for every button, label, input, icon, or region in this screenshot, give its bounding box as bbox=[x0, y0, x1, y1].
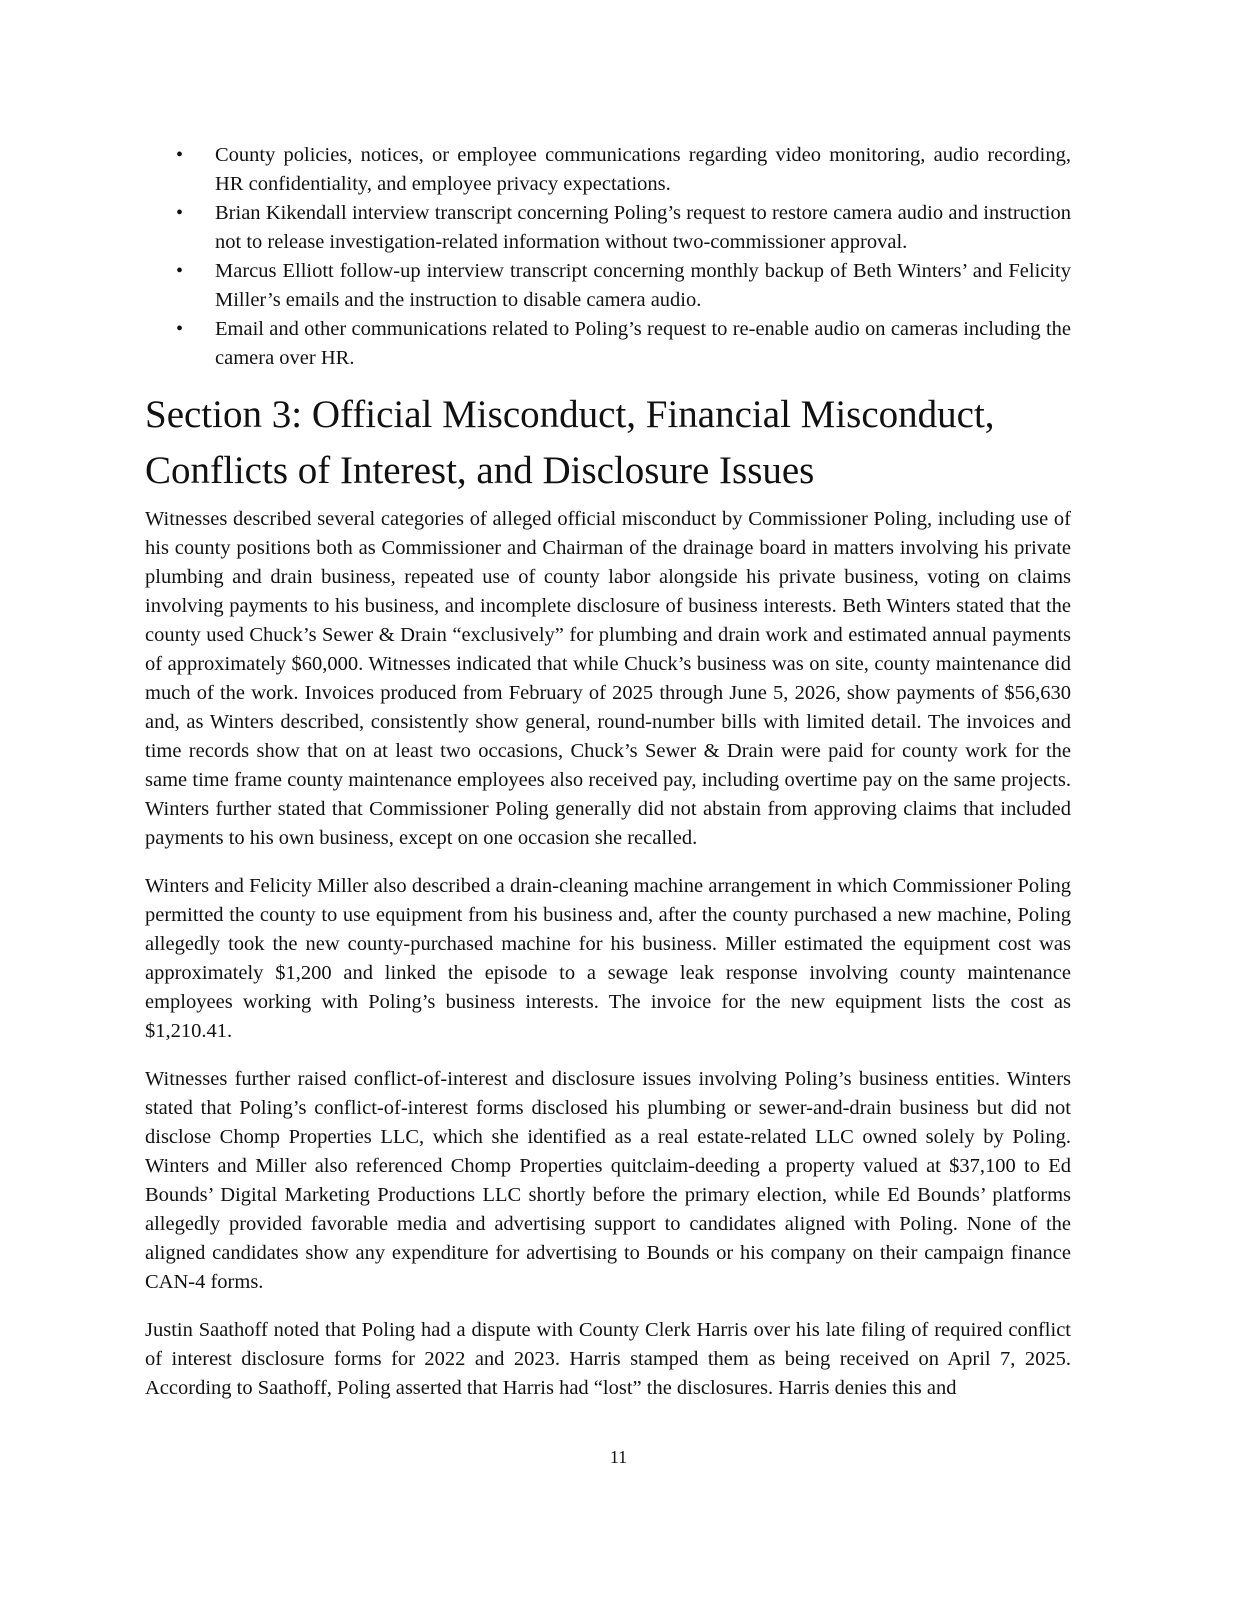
bullet-dot-icon: • bbox=[176, 144, 184, 166]
bullet-item bbox=[145, 257, 1071, 315]
body-paragraph: Justin Saathoff noted that Poling had a dispute with County Clerk Harris over his late filing of required conflict of interest disclosure forms for 2022 and 2023. Harris stamped them as being received on April 7, 2025. According to Saathoff, Poling asserted that Harris had “lost” the disclosures. Harris denies this and bbox=[145, 1319, 1071, 1399]
bullet-dot-icon: • bbox=[176, 318, 184, 340]
bullet-text: Marcus Elliott follow-up interview transcript concerning monthly backup of Beth Winters’ and Felicity Miller’s emails and the instruction to disable camera audio. bbox=[215, 260, 1071, 311]
evidence-bullet-list bbox=[145, 141, 1071, 373]
bullet-text: Brian Kikendall interview transcript concerning Poling’s request to restore camera audio and instruction not to release investigation-related information without two-commissioner approval. bbox=[215, 202, 1071, 253]
body-paragraph: Witnesses described several categories of alleged official misconduct by Commissioner Poling, including use of his county positions both as Commissioner and Chairman of the drainage board in matters involving his private plumbing and drain business, repeated use of county labor alongside his private business, voting on claims involving payments to his business, and incomplete disclosure of business interests. Beth Winters stated that the county used Chuck’s Sewer & Drain “exclusively” for plumbing and drain work and estimated annual payments of approximately $60,000. Witnesses indicated that while Chuck’s business was on site, county maintenance did much of the work. Invoices produced from February of 2025 through June 5, 2026, show payments of $56,630 and, as Winters described, consistently show general, round-number bills with limited detail. The invoices and time records show that on at least two occasions, Chuck’s Sewer & Drain were paid for county work for the same time frame county maintenance employees also received pay, including overtime pay on the same projects. Winters further stated that Commissioner Poling generally did not abstain from approving claims that included payments to his own business, except on one occasion she recalled. bbox=[145, 508, 1071, 849]
page-content bbox=[145, 141, 1071, 1422]
body-paragraph: Winters and Felicity Miller also described a drain-cleaning machine arrangement in which Commissioner Poling permitted the county to use equipment from his business and, after the county purchased a new machine, Poling allegedly took the new county-purchased machine for his business. Miller estimated the equipment cost was approximately $1,200 and linked the episode to a sewage leak response involving county maintenance employees working with Poling’s business interests. The invoice for the new equipment lists the cost as $1,210.41. bbox=[145, 875, 1071, 1042]
page-number: 11 bbox=[609, 1447, 628, 1467]
section-heading: Section 3: Official Misconduct, Financial Misconduct, Conflicts of Interest, and Disclosure Issues bbox=[145, 393, 995, 492]
body-paragraph: Witnesses further raised conflict-of-interest and disclosure issues involving Poling’s business entities. Winters stated that Poling’s conflict-of-interest forms disclosed his plumbing or sewer-and-drain business but did not disclose Chomp Properties LLC, which she identified as a real estate-related LLC owned solely by Poling. Winters and Miller also referenced Chomp Properties quitclaim-deeding a property valued at $37,100 to Ed Bounds’ Digital Marketing Productions LLC shortly before the primary election, while Ed Bounds’ platforms allegedly provided favorable media and advertising support to candidates aligned with Poling. None of the aligned candidates show any expenditure for advertising to Bounds or his company on their campaign finance CAN-4 forms. bbox=[145, 1068, 1071, 1293]
bullet-dot-icon: • bbox=[176, 260, 184, 282]
bullet-item bbox=[145, 199, 1071, 257]
bullet-text: County policies, notices, or employee communications regarding video monitoring, audio recording, HR confidentiality, and employee privacy expectations. bbox=[215, 144, 1071, 195]
bullet-text: Email and other communications related to Poling’s request to re-enable audio on cameras including the camera over HR. bbox=[215, 318, 1071, 369]
bullet-item bbox=[145, 315, 1071, 373]
bullet-item bbox=[145, 141, 1071, 199]
bullet-dot-icon: • bbox=[176, 202, 184, 224]
